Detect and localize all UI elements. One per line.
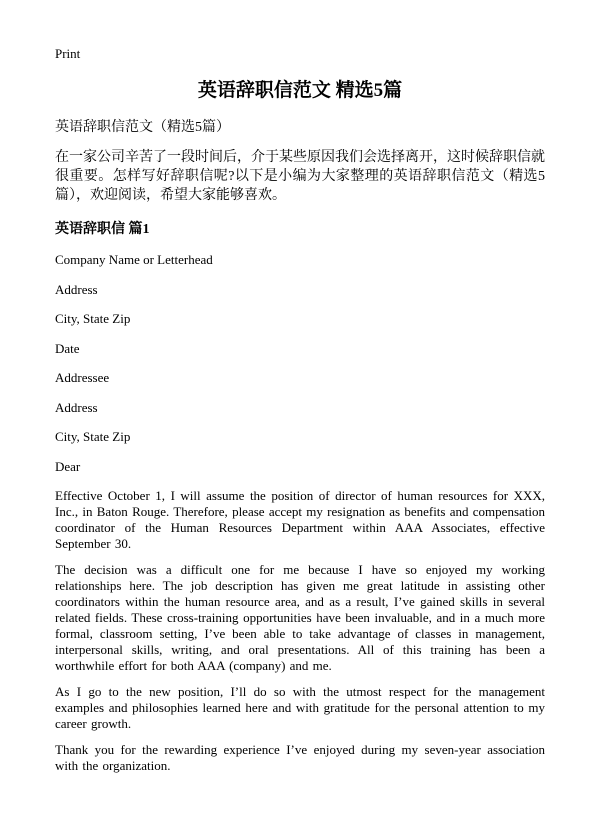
letter-paragraph: As I go to the new position, I’ll do so with the utmost respect for the management examples and philosophies learned here and with gratitude for the personal attention to my career growth. bbox=[55, 684, 545, 731]
print-link[interactable]: Print bbox=[55, 46, 81, 61]
document-body bbox=[55, 118, 545, 784]
letter-paragraph: The decision was a difficult one for me because I have so enjoyed my working relationships here. The job description has given me great latitude in assisting other coordinators within the human resource area, and as a result, I’ve gained skills in several related fields. These cross-training opportunities have been invaluable, and in a much more formal, classroom setting, I’ve been able to take advantage of classes in management, interpersonal skills, writing, and oral presentations. All of this training has been a worthwhile effort for both AAA (company) and me. bbox=[55, 562, 545, 673]
letter-body bbox=[55, 488, 545, 774]
salutation: Dear bbox=[55, 458, 81, 474]
letter-paragraph: Effective October 1, I will assume the position of director of human resources for XXX, Inc., in Baton Rouge. Therefore, please accept my resignation as benefits and compensation coordinator of the Human Resources Department within AAA Associates, effective September 30. bbox=[55, 488, 545, 551]
address-line-address: Address bbox=[55, 281, 98, 297]
intro-paragraph: 在一家公司辛苦了一段时间后，介于某些原因我们会选择离开，这时候辞职信就很重要。怎样写好辞职信呢?以下是小编为大家整理的英语辞职信范文（精选5篇），欢迎阅读，希望大家能够喜欢。 bbox=[55, 150, 545, 203]
address-line-addressee: Addressee bbox=[55, 370, 110, 385]
address-line-city: City, State Zip bbox=[55, 311, 131, 326]
address-line-company: Company Name or Letterhead bbox=[55, 252, 213, 267]
letter-paragraph: Thank you for the rewarding experience I’ve enjoyed during my seven-year association with the organization. bbox=[55, 742, 545, 773]
address-line-date: Date bbox=[55, 340, 80, 356]
section-heading: 英语辞职信 篇1 bbox=[55, 222, 150, 237]
page-title: 英语辞职信范文 精选5篇 bbox=[197, 80, 403, 101]
address-line-addressee-city: City, State Zip bbox=[55, 429, 131, 444]
document-subtitle: 英语辞职信范文（精选5篇） bbox=[55, 120, 230, 135]
address-line-addressee-address: Address bbox=[55, 399, 98, 415]
letter-address-block bbox=[55, 252, 545, 475]
